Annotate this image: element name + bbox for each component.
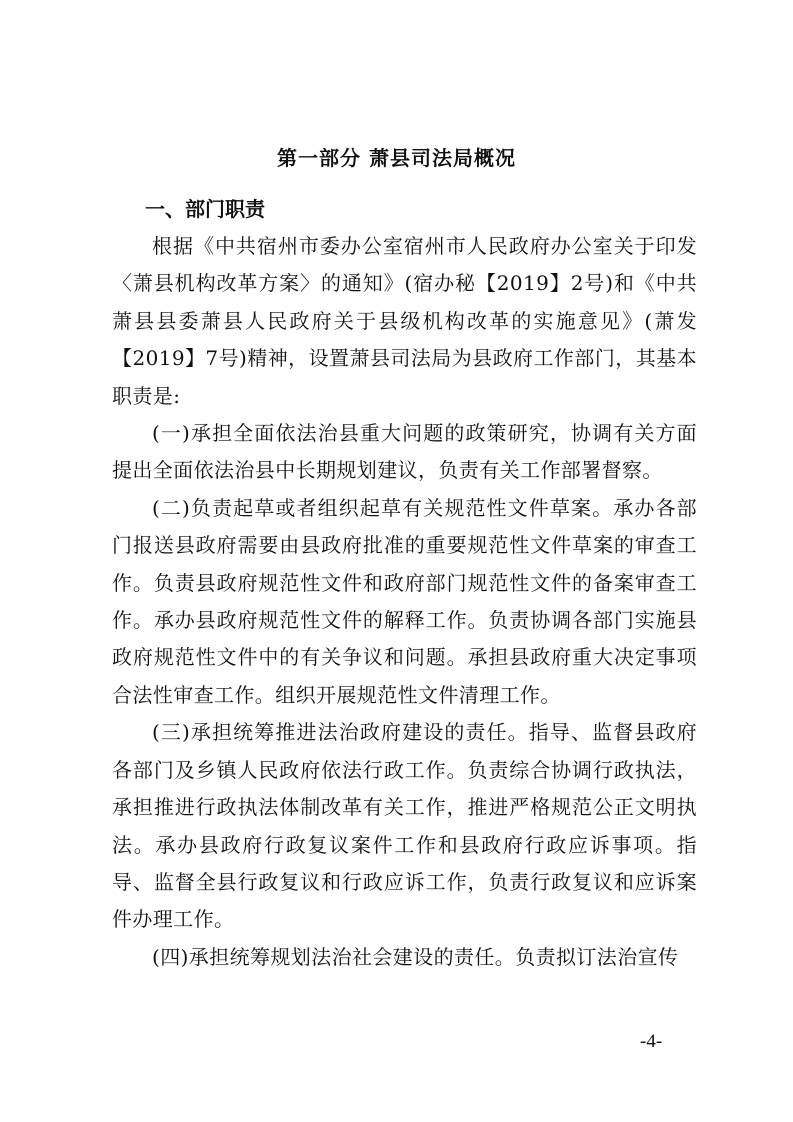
paragraph-duty-4: (四)承担统筹规划法治社会建设的责任。负责拟订法治宣传 <box>152 944 679 969</box>
body-text <box>112 228 697 976</box>
paragraph-duty-3: (三)承担统筹推进法治政府建设的责任。指导、监督县政府各部门及乡镇人民政府依法行政工作。负责综合协调行政执法，承担推进行政执法体制改革有关工作，推进严格规范公正文明执法。承办县政府行政复议案件工作和县政府行政应诉事项。指导、监督全县行政复议和行政应诉工作，负责行政复议和应诉案件办理工作。 <box>112 720 697 932</box>
section-heading: 一、部门职责 <box>145 197 265 221</box>
paragraph-duty-2: (二)负责起草或者组织起草有关规范性文件草案。承办各部门报送县政府需要由县政府批准的重要规范性文件草案的审查工作。负责县政府规范性文件和政府部门规范性文件的备案审查工作。承办县政府规范性文件的解释工作。负责协调各部门实施县政府规范性文件中的有关争议和问题。承担县政府重大决定事项合法性审查工作。组织开展规范性文件清理工作。 <box>112 495 697 707</box>
paragraph-duty-1: (一)承担全面依法治县重大问题的政策研究，协调有关方面提出全面依法治县中长期规划建议，负责有关工作部署督察。 <box>112 421 697 483</box>
paragraph-intro: 根据《中共宿州市委办公室宿州市人民政府办公室关于印发〈萧县机构改革方案〉的通知》(宿办秘【2019】2号)和《中共萧县县委萧县人民政府关于县级机构改革的实施意见》(萧发【2019】7号)精神，设置萧县司法局为县政府工作部门，其基本职责是: <box>112 234 697 408</box>
page-number: -4- <box>640 1031 663 1052</box>
document-title: 第一部分 萧县司法局概况 <box>277 146 516 170</box>
